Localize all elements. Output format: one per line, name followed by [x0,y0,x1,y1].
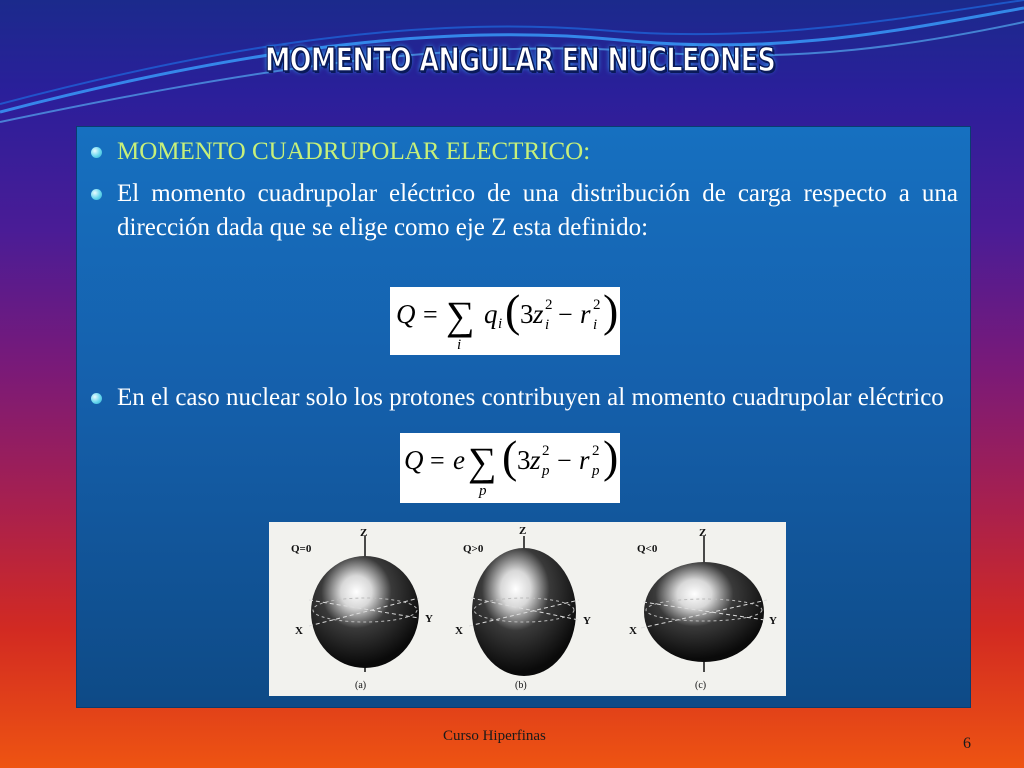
formula-symbol: 2 [593,297,601,313]
formula-symbol: − [558,300,573,329]
bullet-item [117,135,958,169]
bullet-text: En el caso nuclear solo los protones contribuyen al momento cuadrupolar eléctrico [117,384,944,411]
formula-symbol: p [592,463,600,479]
formula-symbol: q [484,299,498,329]
panel-caption: (a) [355,680,367,691]
axis-z-label: Z [519,525,527,537]
panel-caption: (b) [515,680,527,691]
panel-c-oblate [629,527,777,691]
quadrupole-formula-nuclear [400,433,620,503]
formula-symbol: Q [404,445,424,475]
formula-symbol: e [453,445,465,475]
page-number: 6 [963,735,971,752]
formula-symbol: Q [396,299,416,329]
formula-symbol: 3 [517,445,531,475]
formula-symbol: = [430,446,445,475]
formula-symbol: i [593,317,598,333]
sum-symbol: ∑ [446,293,475,338]
formula-symbol: 2 [545,297,553,313]
formula-symbol: 2 [592,443,600,459]
bullet-text: El momento cuadrupolar eléctrico de una distribución de carga respecto a una dirección dada que se elige como eje Z esta definido: [117,180,958,241]
formula-symbol: i [498,316,503,332]
bullet-item [117,177,958,245]
formula-paren: ) [603,287,619,336]
bullet-dot-icon [91,147,102,158]
axis-x-label: X [455,625,463,637]
formula-paren: ( [505,287,521,336]
bullet-text: MOMENTO CUADRUPOLAR ELECTRICO: [117,138,591,165]
formula-symbol: i [457,337,462,353]
bullet-dot-icon [91,189,102,200]
footer-text: Curso Hiperfinas [443,728,546,744]
q-label: Q<0 [637,543,658,555]
axis-x-label: X [295,625,303,637]
panel-b-prolate [455,525,591,691]
axis-z-label: Z [360,527,368,539]
formula-paren: ( [502,433,518,482]
formula-symbol: − [557,446,572,475]
nucleus-oblate-shape [644,562,764,662]
panel-caption: (c) [695,680,707,691]
formula-symbol: z [530,445,541,475]
formula-symbol: r [580,299,591,329]
quadrupole-shapes-figure [269,522,786,696]
formula-symbol: 3 [520,299,534,329]
formula-symbol: r [579,445,590,475]
slide-title: MOMENTO ANGULAR EN NUCLEONES [264,40,776,79]
panel-a-sphere [291,527,433,691]
q-label: Q=0 [291,543,312,555]
bullet-item [117,381,958,415]
formula-symbol: z [533,299,544,329]
axis-y-label: Y [583,615,591,627]
axis-z-label: Z [699,527,707,539]
nucleus-prolate-shape [472,548,576,676]
q-label: Q>0 [463,543,484,555]
axis-y-label: Y [769,615,777,627]
formula-symbol: p [542,463,550,479]
formula-symbol: i [545,317,550,333]
axis-x-label: X [629,625,637,637]
formula-paren: ) [603,433,619,482]
bullet-dot-icon [91,393,102,404]
formula-symbol: 2 [542,443,550,459]
content-box [76,126,971,708]
formula-symbol: = [423,300,438,329]
axis-y-label: Y [425,613,433,625]
sum-symbol: ∑ [468,439,497,484]
formula-symbol: p [479,483,487,499]
quadrupole-formula-general [390,287,620,355]
